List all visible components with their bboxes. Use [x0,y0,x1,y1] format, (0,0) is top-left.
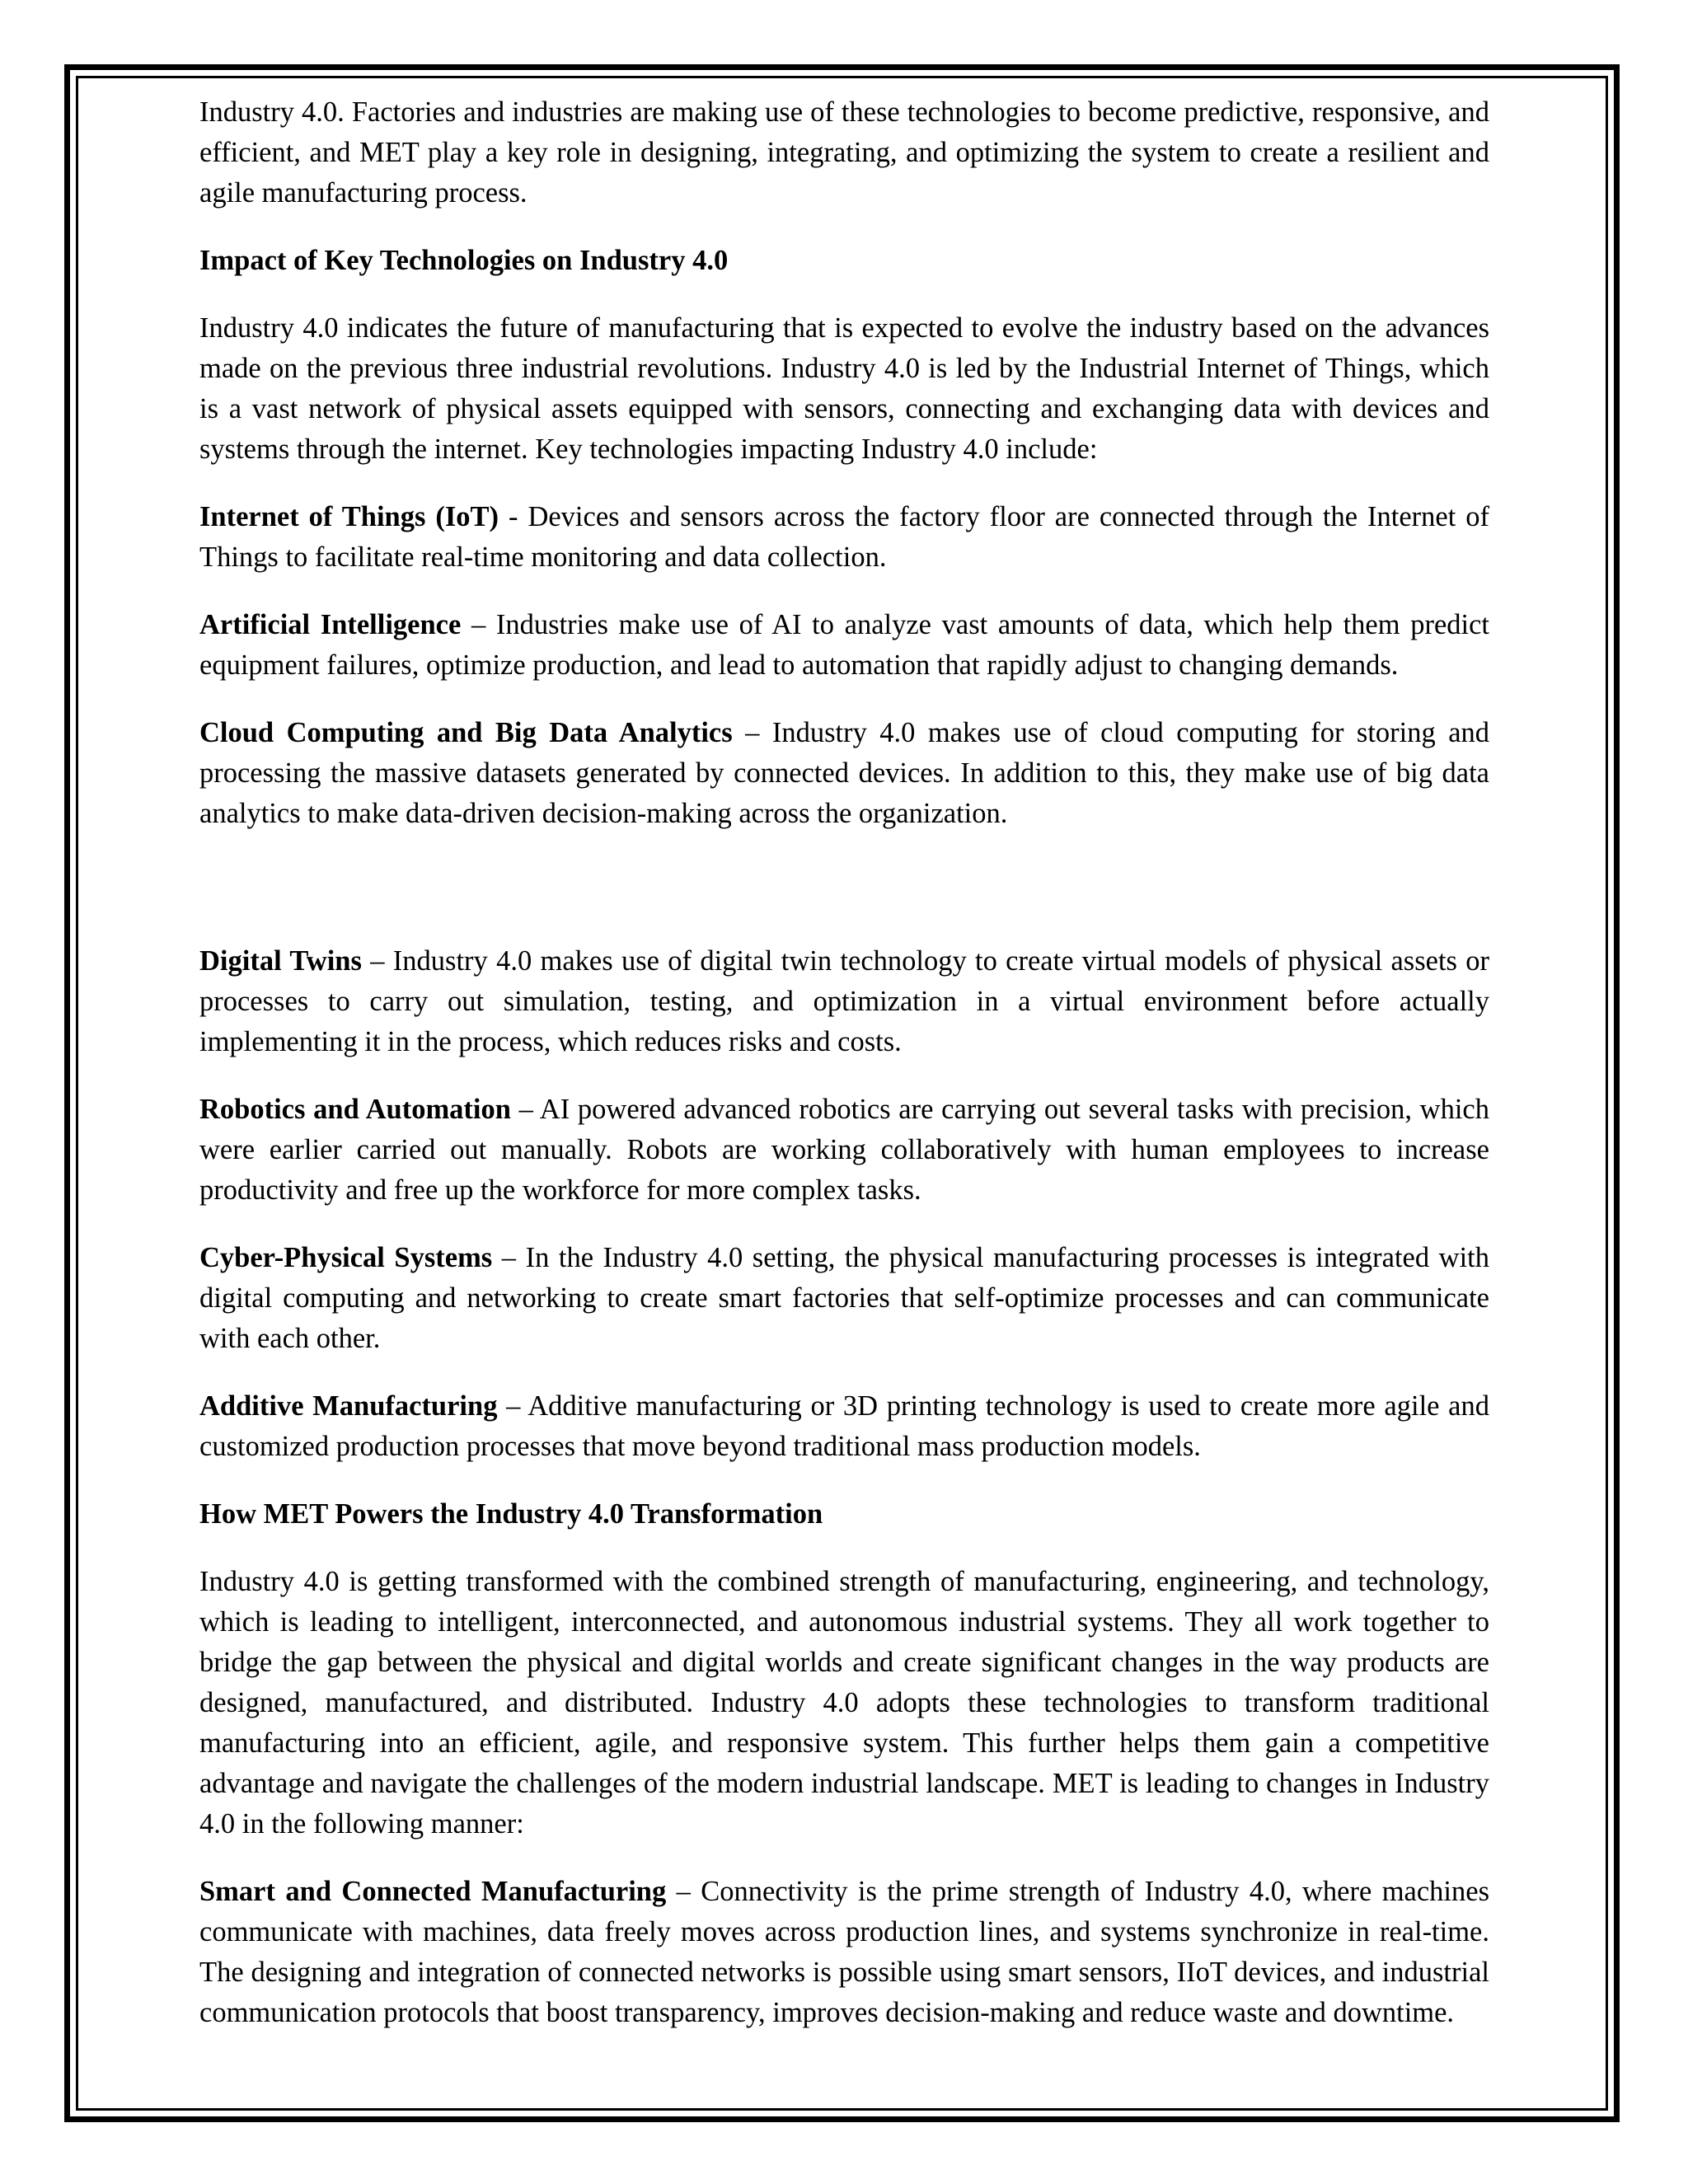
tech-item-cps: Cyber-Physical Systems – In the Industry 4.0 setting, the physical manufacturing processes is integrated with digital computing and networking to create smart factories that self-optimize processes and can communicate with each other. [199,1242,1489,1354]
tech-item-iot: Internet of Things (IoT) - Devices and sensors across the factory floor are connected through the Internet of Things to facilitate real-time monitoring and data collection. [199,501,1489,573]
met-paragraph: Industry 4.0 is getting transformed with the combined strength of manufacturing, engineering, and technology, which is leading to intelligent, interconnected, and autonomous industrial systems. They all work together to bridge the gap between the physical and digital worlds and create significant changes in the way products are designed, manufactured, and distributed. Industry 4.0 adopts these technologies to transform traditional manufacturing into an efficient, agile, and responsive system. This further helps them gain a competitive advantage and navigate the challenges of the modern industrial landscape. MET is leading to changes in Industry 4.0 in the following manner: [199,1566,1489,1840]
term-label: Smart and Connected Manufacturing [199,1876,667,1907]
intro-paragraph: Industry 4.0. Factories and industries are making use of these technologies to become predictive, responsive, and efficient, and MET play a key role in designing, integrating, and optimizing the system to create a resilient and agile manufacturing process. [199,96,1489,209]
impact-paragraph: Industry 4.0 indicates the future of manufacturing that is expected to evolve the industry based on the advances made on the previous three industrial revolutions. Industry 4.0 is led by the Industrial Internet of Things, which is a vast network of physical assets equipped with sensors, connecting and exchanging data with devices and systems through the internet. Key technologies impacting Industry 4.0 include: [199,312,1489,465]
term-label: Cyber-Physical Systems [199,1242,493,1273]
document-body [199,92,1489,2060]
tech-item-digital-twins: Digital Twins – Industry 4.0 makes use of digital twin technology to create virtual models of physical assets or processes to carry out simulation, testing, and optimization in a virtual environment before actually implementing it in the process, which reduces risks and costs. [199,945,1490,1057]
term-label: Additive Manufacturing [199,1390,498,1422]
section-heading-met: How MET Powers the Industry 4.0 Transformation [199,1498,823,1530]
term-label: Digital Twins [199,945,362,977]
tech-item-additive: Additive Manufacturing – Additive manufacturing or 3D printing technology is used to create more agile and customized production processes that move beyond traditional mass production models. [199,1390,1489,1462]
tech-item-ai: Artificial Intelligence – Industries make use of AI to analyze vast amounts of data, which help them predict equipment failures, optimize production, and lead to automation that rapidly adjust to changing demands. [199,609,1489,681]
section-heading-impact: Impact of Key Technologies on Industry 4.0 [199,245,729,276]
tech-item-cloud: Cloud Computing and Big Data Analytics – Industry 4.0 makes use of cloud computing for storing and processing the massive datasets generated by connected devices. In addition to this, they make use of big data analytics to make data-driven decision-making across the organization. [199,717,1490,829]
term-label: Artificial Intelligence [199,609,462,640]
tech-item-robotics: Robotics and Automation – AI powered advanced robotics are carrying out several tasks with precision, which were earlier carried out manually. Robots are working collaboratively with human employees to increase productivity and free up the workforce for more complex tasks. [199,1094,1489,1206]
term-label: Internet of Things (IoT) [199,501,499,532]
term-label: Robotics and Automation [199,1094,511,1125]
term-label: Cloud Computing and Big Data Analytics [199,717,733,748]
met-item-smart-manufacturing: Smart and Connected Manufacturing – Connectivity is the prime strength of Industry 4.0, where machines communicate with machines, data freely moves across production lines, and systems synchronize in real-time. The designing and integration of connected networks is possible using smart sensors, IIoT devices, and industrial communication protocols that boost transparency, improves decision-making and reduce waste and downtime. [199,1876,1489,2028]
